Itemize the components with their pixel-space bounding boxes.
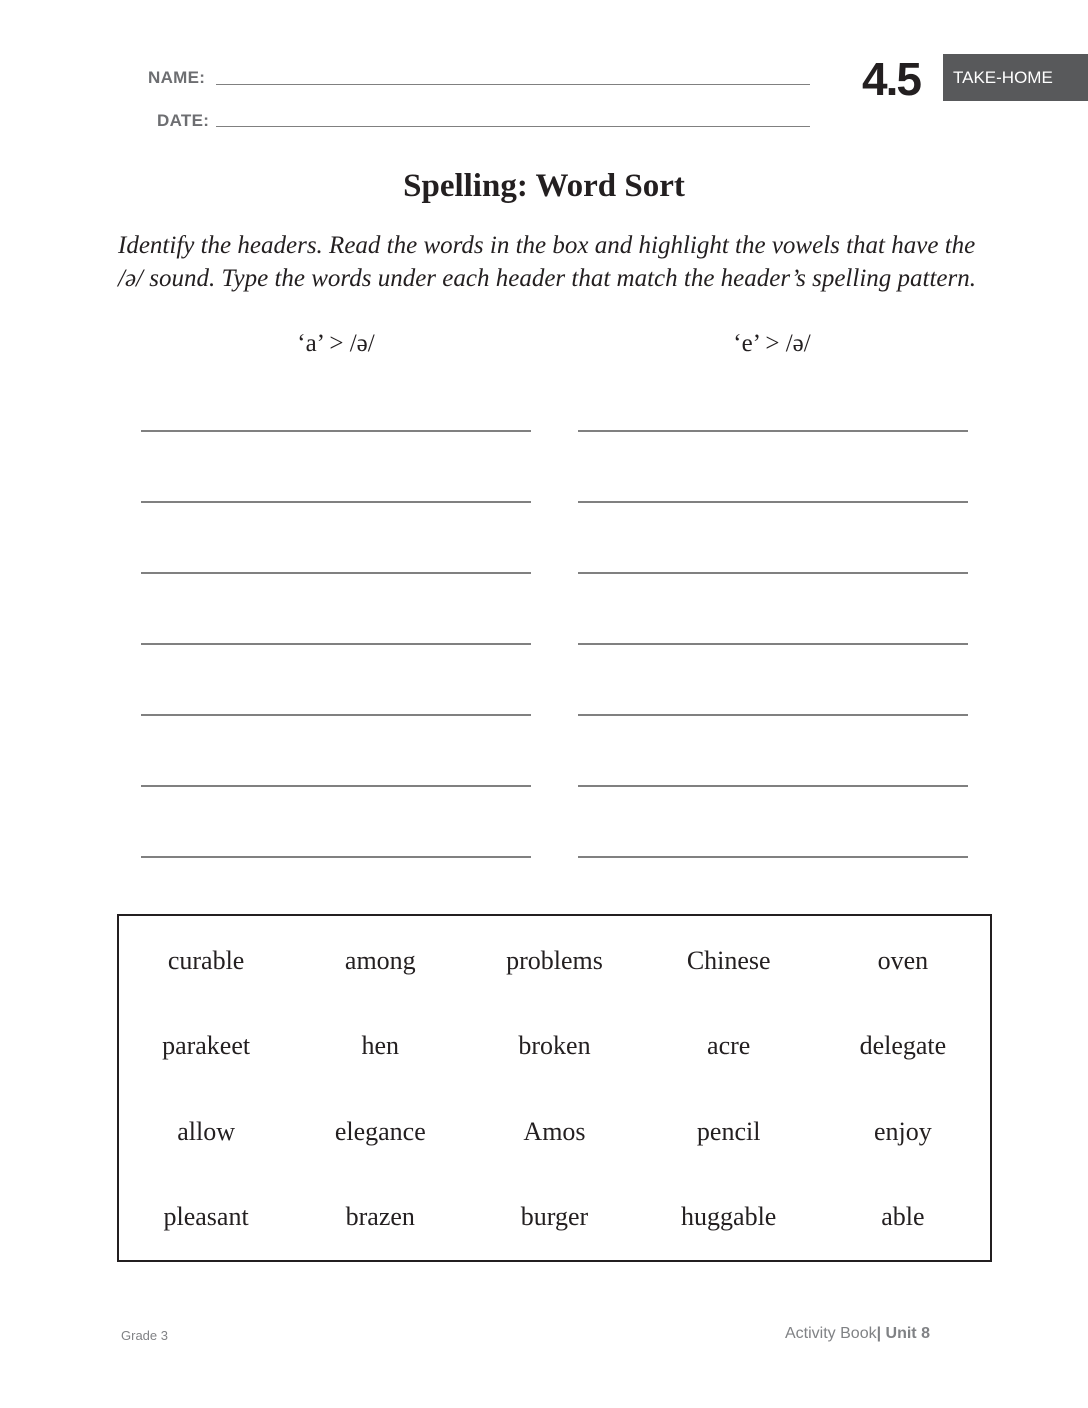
answer-line-e-2[interactable]: [578, 501, 968, 503]
column-header-e: ‘e’ > /ə/: [733, 330, 811, 357]
word-item[interactable]: enjoy: [874, 1116, 932, 1146]
date-field[interactable]: [216, 126, 810, 127]
word-item[interactable]: Chinese: [686, 945, 771, 975]
word-item[interactable]: pencil: [696, 1116, 761, 1146]
take-home-tag: TAKE-HOME: [943, 54, 1088, 101]
word-grid: [119, 916, 990, 1260]
lesson-number: 4.5: [862, 53, 920, 105]
footer-unit: Unit 8: [885, 1325, 930, 1342]
answer-line-e-5[interactable]: [578, 714, 968, 716]
word-item[interactable]: allow: [177, 1116, 235, 1146]
answer-line-a-6[interactable]: [141, 785, 531, 787]
instructions: Identify the headers. Read the words in the box and highlight the vowels that have the /ə/ sound. Type the words under each header that match the header’s spelling pattern.: [118, 232, 976, 292]
answer-line-a-7[interactable]: [141, 856, 531, 858]
word-item[interactable]: acre: [707, 1031, 751, 1061]
answer-line-e-4[interactable]: [578, 643, 968, 645]
name-label: NAME:: [148, 68, 206, 87]
date-label: DATE:: [157, 111, 210, 130]
name-field[interactable]: [216, 84, 810, 85]
answer-line-e-3[interactable]: [578, 572, 968, 574]
word-item[interactable]: elegance: [334, 1116, 426, 1146]
word-item[interactable]: among: [344, 945, 416, 975]
word-item[interactable]: oven: [877, 945, 929, 975]
word-item[interactable]: Amos: [523, 1116, 586, 1146]
word-item[interactable]: pleasant: [163, 1202, 249, 1232]
word-item[interactable]: curable: [167, 945, 245, 975]
word-item[interactable]: parakeet: [162, 1031, 251, 1061]
word-item[interactable]: huggable: [681, 1202, 777, 1232]
answer-line-a-4[interactable]: [141, 643, 531, 645]
answer-line-a-3[interactable]: [141, 572, 531, 574]
answer-line-a-2[interactable]: [141, 501, 531, 503]
word-item[interactable]: able: [881, 1202, 925, 1232]
word-item[interactable]: broken: [518, 1031, 591, 1061]
footer-book-title: Activity Book: [785, 1325, 877, 1342]
footer-grade: Grade 3: [121, 1328, 168, 1343]
column-header-a: ‘a’ > /ə/: [297, 330, 375, 357]
footer-separator: |: [876, 1325, 882, 1342]
word-item[interactable]: brazen: [345, 1202, 415, 1232]
answer-line-a-5[interactable]: [141, 714, 531, 716]
answer-line-e-1[interactable]: [578, 430, 968, 432]
word-box: [117, 914, 992, 1262]
footer-book: [785, 1325, 930, 1343]
word-item[interactable]: delegate: [859, 1031, 947, 1061]
answer-line-a-1[interactable]: [141, 430, 531, 432]
answer-line-e-6[interactable]: [578, 785, 968, 787]
page-title: Spelling: Word Sort: [403, 168, 685, 204]
word-item[interactable]: hen: [361, 1031, 400, 1061]
word-item[interactable]: problems: [506, 945, 603, 975]
word-item[interactable]: burger: [520, 1202, 589, 1232]
answer-line-e-7[interactable]: [578, 856, 968, 858]
